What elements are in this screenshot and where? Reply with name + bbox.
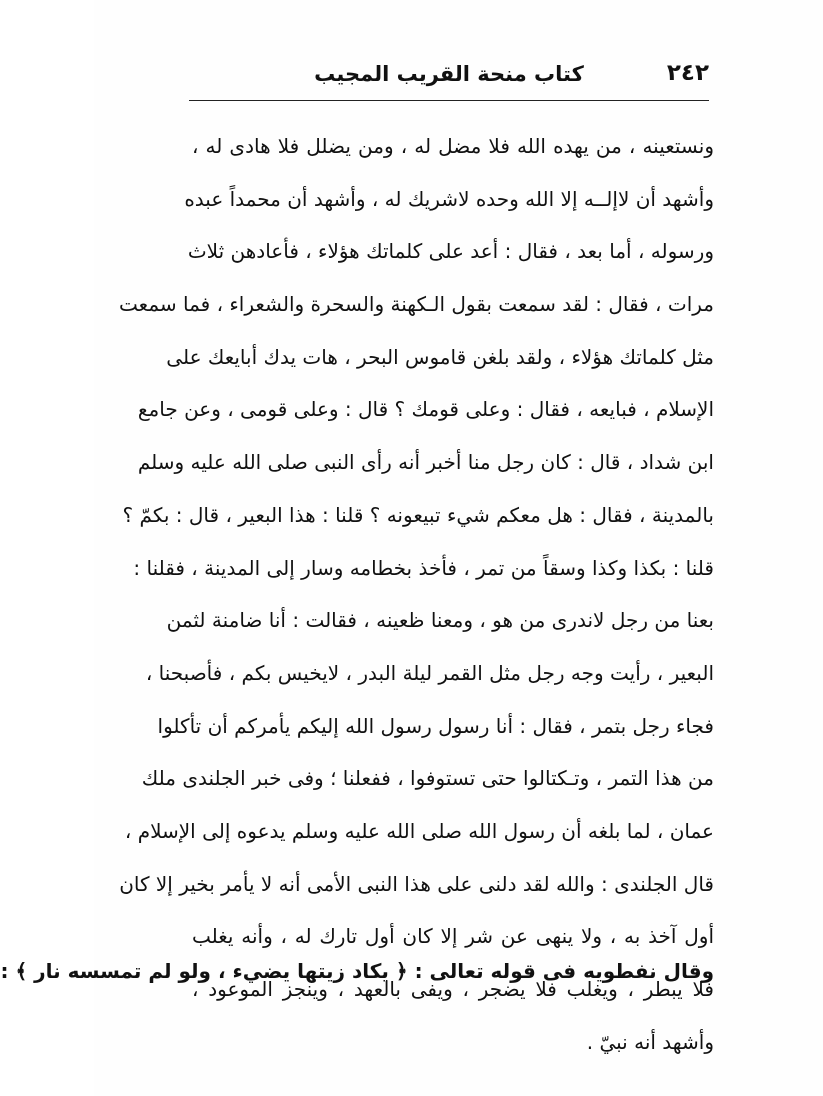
text-line: وأشهد أن لاإلــه إلا الله وحده لاشريك له ، وأشهد أن محمداً عبده: [184, 186, 714, 211]
text-line: من هذا التمر ، وتـكتالوا حتى تستوفوا ، ففعلنا ؛ وفى خبر الجلندى ملك: [141, 766, 714, 791]
text-line: مرات ، فقال : لقد سمعت بقول الـكهنة والسحرة والشعراء ، فما سمعت: [119, 292, 714, 317]
text-line: قلنا : بكذا وكذا وسقاً من تمر ، فأخذ بخطامه وسار إلى المدينة ، فقلنا :: [133, 555, 714, 580]
text-line: أول آخذ به ، ولا ينهى عن شر إلا كان أول تارك له ، وأنه يغلب: [192, 924, 714, 949]
text-line: الإسلام ، فبايعه ، فقال : وعلى قومك ؟ قال : وعلى قومى ، وعن جامع: [137, 397, 714, 422]
body-text: [0, 120, 714, 1068]
text-line: فجاء رجل بتمر ، فقال : أنا رسول رسول الله إليكم يأمركم أن تأكلوا: [157, 713, 714, 738]
text-line: قال الجلندى : والله لقد دلنى على هذا النبى الأمى أنه لا يأمر بخير إلا كان: [119, 871, 714, 896]
text-line: ونستعينه ، من يهده الله فلا مضل له ، ومن يضلل فلا هادى له ،: [192, 134, 714, 158]
text-line: ورسوله ، أما بعد ، فقال : أعد على كلماتك هؤلاء ، فأعادهن ثلاث: [187, 239, 714, 264]
page-number: ٢٤٢: [666, 60, 709, 86]
text-line: بعنا من رجل لاندرى من هو ، ومعنا ظعينه ، فقالت : أنا ضامنة لثمن: [166, 608, 714, 633]
page-header: [189, 58, 709, 94]
text-line: عمان ، لما بلغه أن رسول الله صلى الله عليه وسلم يدعوه إلى الإسلام ،: [124, 818, 714, 843]
text-line: مثل كلماتك هؤلاء ، ولقد بلغن قاموس البحر ، هات يدك أبايعك على: [166, 344, 714, 369]
running-title: كتاب منحة القريب المجيب: [314, 62, 584, 86]
text-line: بالمدينة ، فقال : هل معكم شيء تبيعونه ؟ قلنا : هذا البعير ، قال : بكمّ ؟: [122, 502, 714, 527]
closing-line: وقال نفطويه فى قوله تعالى : ﴿ يكاد زيتها يضيء ، ولو لم تمسسه نار ﴾ :: [0, 959, 714, 983]
text-line: فلا يبطر ، ويغلب فلا يضجر ، ويفى بالعهد ، وينجز الموعود ،: [192, 977, 714, 1001]
header-rule: [189, 100, 709, 101]
text-line: ابن شداد ، قال : كان رجل منا أخبر أنه رأى النبى صلى الله عليه وسلم: [137, 450, 714, 475]
text-line-last: وأشهد أنه نبيّ .: [586, 1029, 714, 1054]
text-line: البعير ، رأيت وجه رجل مثل القمر ليلة البدر ، لايخيس بكم ، فأصبحنا ،: [145, 660, 714, 685]
